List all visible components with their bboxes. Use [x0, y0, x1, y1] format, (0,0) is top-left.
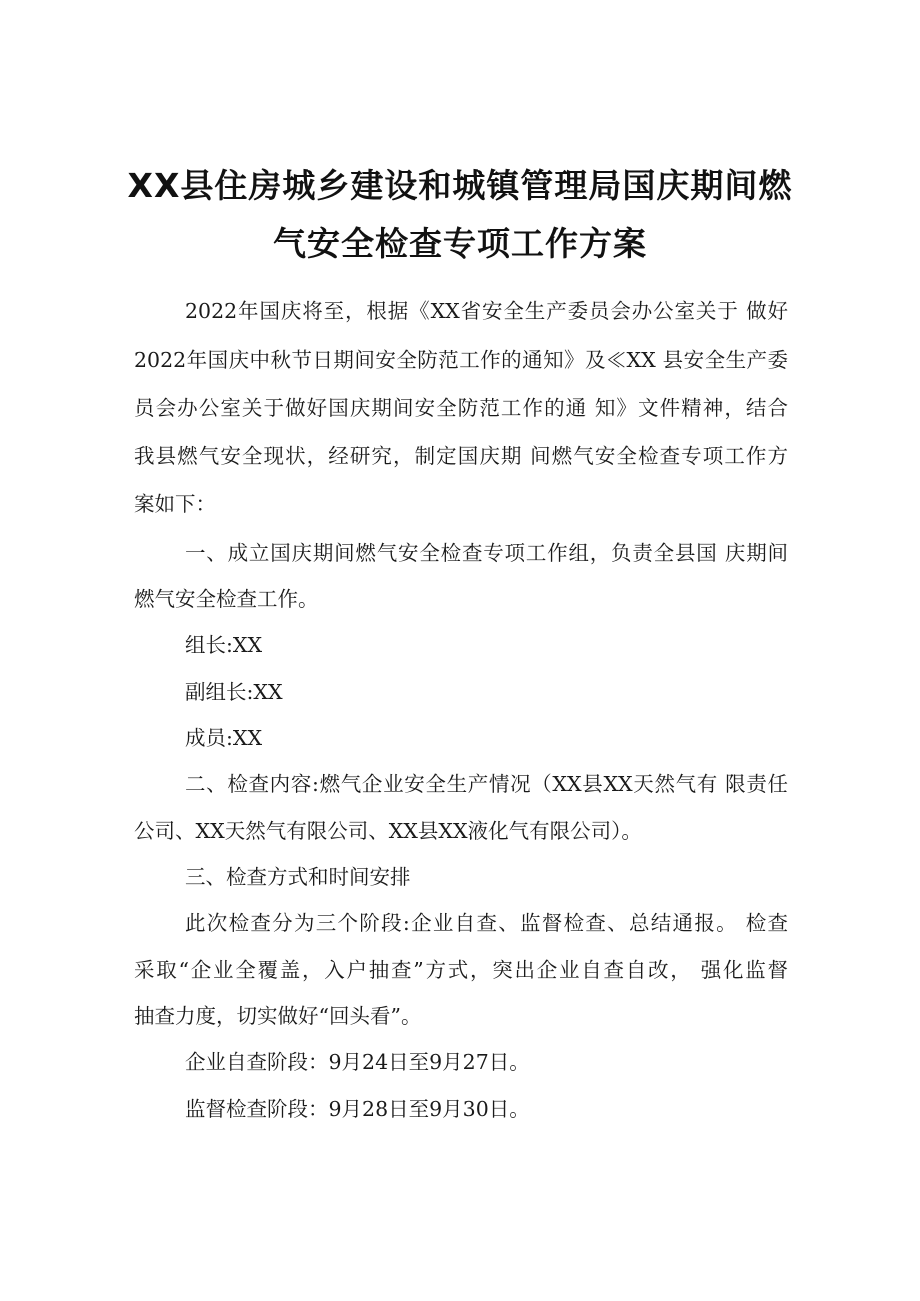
group-leader: 组长:XX [185, 633, 263, 657]
intro-line-1: 2022年国庆将至，根据《XX省安全生产委员会办公室关于 做好 [185, 299, 788, 323]
document-title-line-2: 气安全检查专项工作方案 [273, 224, 647, 263]
phase-supervision: 监督检查阶段：9月28日至9月30日。 [185, 1097, 530, 1121]
section1-line-2: 燃气安全检查工作。 [134, 587, 319, 611]
intro-line-2: 2022年国庆中秋节日期间安全防范工作的通知》及≪XX 县安全生产委 [134, 348, 788, 372]
section3-line-1: 此次检查分为三个阶段:企业自查、监督检查、总结通报。 检查 [185, 911, 788, 935]
intro-line-4: 我县燃气安全现状，经研究，制定国庆期 间燃气安全检查专项工作方 [134, 444, 788, 468]
section3-heading: 三、检查方式和时间安排 [185, 865, 411, 889]
section1-line-1: 一、成立国庆期间燃气安全检查专项工作组，负责全县国 庆期间 [185, 541, 788, 565]
group-members: 成员:XX [185, 726, 263, 750]
section2-line-2: 公司、XX天然气有限公司、XX县XX液化气有限公司）。 [134, 819, 642, 843]
section3-line-3: 抽查力度，切实做好“回头看”。 [134, 1004, 422, 1028]
intro-line-3: 员会办公室关于做好国庆期间安全防范工作的通 知》文件精神，结合 [134, 396, 788, 420]
section3-line-2: 采取“企业全覆盖，入户抽查”方式，突出企业自查自改， 强化监督 [134, 958, 788, 982]
group-deputy-leader: 副组长:XX [185, 680, 283, 704]
intro-line-5: 案如下： [134, 492, 216, 516]
document-title-line-1: XX县住房城乡建设和城镇管理局国庆期间燃 [127, 166, 793, 205]
phase-self-check: 企业自查阶段：9月24日至9月27日。 [185, 1050, 530, 1074]
section2-line-1: 二、检查内容:燃气企业安全生产情况（XX县XX天然气有 限责任 [185, 772, 788, 796]
